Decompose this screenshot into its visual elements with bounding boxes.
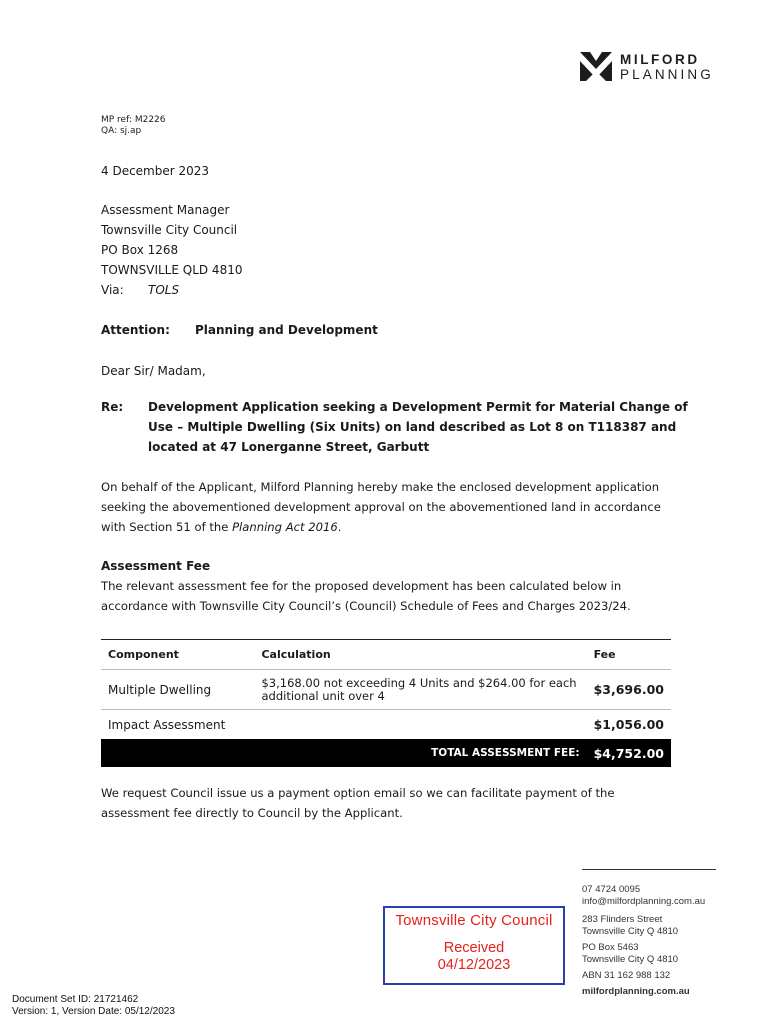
contact-abn: ABN 31 162 988 132 — [582, 970, 671, 981]
intro-text: . — [337, 520, 342, 534]
reference-block — [101, 115, 166, 137]
table-row — [101, 670, 671, 710]
attention-value: Planning and Development — [195, 323, 378, 337]
stamp-council: Townsville City Council — [395, 912, 553, 929]
contact-pobox: Townsville City Q 4810 — [582, 954, 679, 965]
version-info: Version: 1, Version Date: 05/12/2023 — [12, 1006, 175, 1017]
via-value: TOLS — [148, 283, 180, 297]
contact-divider — [582, 869, 716, 870]
table-row — [101, 710, 671, 740]
header-fee: Fee — [587, 640, 671, 670]
row-calculation: $3,168.00 not exceeding 4 Units and $264.00 for each additional unit over 4 — [254, 670, 586, 710]
via-line — [101, 280, 242, 300]
doc-set-id: Document Set ID: 21721462 — [12, 994, 139, 1005]
total-row — [101, 739, 671, 767]
recipient-line: TOWNSVILLE QLD 4810 — [101, 263, 243, 277]
received-stamp — [383, 906, 565, 985]
assessment-fee-heading: Assessment Fee — [101, 559, 211, 573]
request-paragraph — [101, 783, 671, 823]
logo-mark-icon — [580, 52, 612, 82]
recipient-line: PO Box 1268 — [101, 243, 179, 257]
contact-phone: 07 4724 0095 — [582, 884, 641, 895]
document-footer — [12, 994, 175, 1018]
intro-line: seeking the abovementioned development approval on the abovementioned land in accordance — [101, 500, 661, 514]
contact-street: 283 Flinders Street — [582, 914, 663, 925]
letter-date: 4 December 2023 — [101, 164, 210, 178]
re-line: Development Application seeking a Development Permit for Material Change of — [148, 400, 688, 414]
logo-text-planning: PLANNING — [620, 67, 714, 82]
mp-ref: MP ref: M2226 — [101, 115, 166, 125]
fee-table — [101, 639, 671, 767]
recipient-address — [101, 200, 242, 300]
header-component: Component — [101, 640, 254, 670]
total-label: TOTAL ASSESSMENT FEE: — [101, 739, 587, 767]
request-line: assessment fee directly to Council by the Applicant. — [101, 806, 403, 820]
row-fee: $3,696.00 — [587, 670, 671, 710]
total-value: $4,752.00 — [587, 739, 671, 767]
attention-line — [101, 320, 378, 340]
stamp-date: 04/12/2023 — [437, 957, 511, 973]
row-component: Multiple Dwelling — [101, 670, 254, 710]
re-label: Re: — [101, 400, 124, 414]
re-line: located at 47 Lonerganne Street, Garbutt — [148, 440, 430, 454]
intro-line: On behalf of the Applicant, Milford Planning hereby make the enclosed development application — [101, 480, 660, 494]
logo-text-milford: MILFORD — [620, 52, 700, 67]
request-line: We request Council issue us a payment option email so we can facilitate payment of the — [101, 786, 615, 800]
milford-planning-logo — [580, 52, 720, 84]
row-fee: $1,056.00 — [593, 717, 664, 732]
table-header-row — [101, 640, 671, 670]
intro-text: with Section 51 of the — [101, 520, 233, 534]
fee-line: The relevant assessment fee for the proposed development has been calculated below in — [101, 579, 622, 593]
fee-line: accordance with Townsville City Council’s (Council) Schedule of Fees and Charges 2023/24. — [101, 599, 631, 613]
via-label: Via: — [101, 283, 124, 297]
fee-paragraph — [101, 576, 671, 616]
contact-street: Townsville City Q 4810 — [582, 926, 679, 937]
salutation: Dear Sir/ Madam, — [101, 364, 206, 378]
recipient-line: Townsville City Council — [101, 223, 238, 237]
intro-line — [101, 517, 671, 537]
qa-ref: QA: sj.ap — [101, 126, 142, 136]
row-component: Impact Assessment — [108, 717, 226, 732]
attention-label: Attention: — [101, 323, 170, 337]
re-line: Use – Multiple Dwelling (Six Units) on land described as Lot 8 on T118387 and — [148, 420, 677, 434]
header-calculation: Calculation — [254, 640, 586, 670]
row-calculation — [254, 710, 586, 740]
contact-email: info@milfordplanning.com.au — [582, 896, 706, 907]
contact-block — [582, 884, 705, 998]
contact-pobox: PO Box 5463 — [582, 942, 639, 953]
contact-website: milfordplanning.com.au — [582, 986, 690, 997]
planning-act: Planning Act 2016 — [232, 520, 338, 534]
stamp-received: Received — [443, 940, 505, 956]
re-subject — [148, 397, 688, 457]
intro-paragraph — [101, 477, 671, 537]
recipient-line: Assessment Manager — [101, 203, 230, 217]
